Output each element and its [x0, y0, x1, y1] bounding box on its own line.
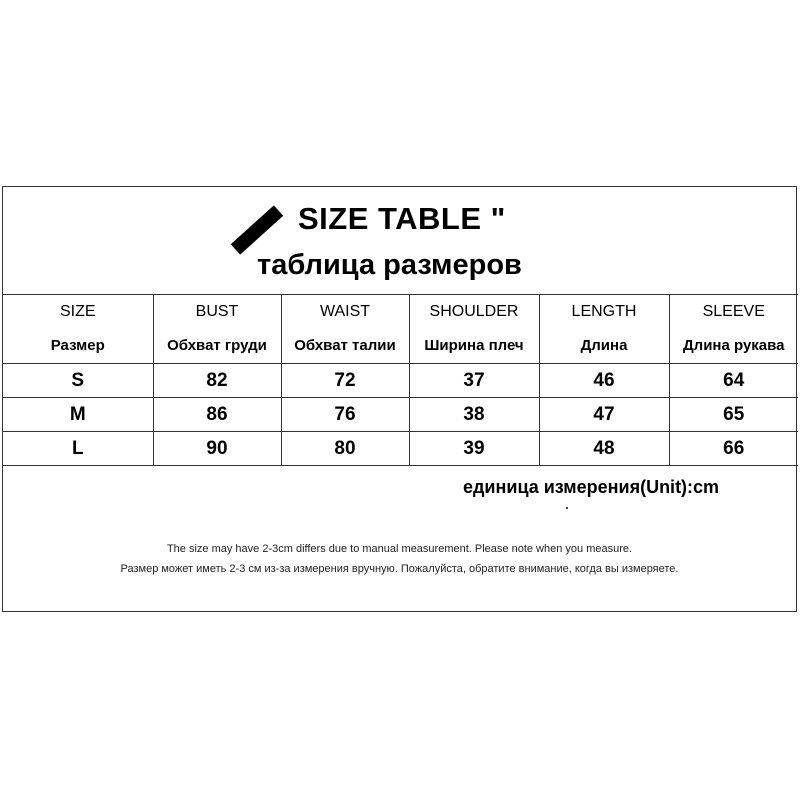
table-row	[3, 432, 798, 466]
table-cell: S	[3, 364, 153, 398]
unit-label: единица измерения(Unit):cm	[463, 477, 720, 497]
size-table-frame	[2, 186, 797, 612]
table-cell: 65	[669, 398, 798, 432]
header-en: SHOULDER	[429, 303, 519, 320]
table-cell: 86	[153, 398, 281, 432]
header-en: SIZE	[59, 303, 96, 320]
title-english: SIZE TABLE "	[298, 201, 506, 236]
header-ru: Длина рукава	[682, 337, 785, 354]
header-en: BUST	[195, 303, 239, 320]
note-english: The size may have 2-3cm differs due to manual measurement. Please note when you measure.	[166, 543, 633, 555]
header-size	[3, 295, 153, 364]
table-cell: 72	[281, 364, 409, 398]
dot-mark	[566, 507, 568, 509]
table-cell: M	[3, 398, 153, 432]
table-cell: 66	[669, 432, 798, 466]
header-en: WAIST	[319, 303, 371, 320]
table-cell: 48	[539, 432, 669, 466]
header-en: LENGTH	[571, 303, 637, 320]
header-ru: Обхват груди	[167, 337, 267, 354]
table-cell: 90	[153, 432, 281, 466]
title-area	[3, 187, 796, 295]
header-ru: Обхват талии	[294, 337, 396, 354]
table-header-row	[3, 295, 798, 364]
table-cell: 46	[539, 364, 669, 398]
table-row	[3, 398, 798, 432]
header-sleeve	[669, 295, 798, 364]
size-table	[3, 294, 798, 466]
table-cell: 38	[409, 398, 539, 432]
table-cell: 76	[281, 398, 409, 432]
slash-icon	[231, 205, 283, 254]
header-bust	[153, 295, 281, 364]
table-cell: 80	[281, 432, 409, 466]
header-shoulder	[409, 295, 539, 364]
title-russian: таблица размеров	[257, 249, 522, 281]
table-cell: 64	[669, 364, 798, 398]
table-cell: 39	[409, 432, 539, 466]
header-ru: Размер	[50, 337, 105, 354]
table-row	[3, 364, 798, 398]
note-russian: Размер может иметь 2-3 см из-за измерения вручную. Пожалуйста, обратите внимание, когда вы измеряете.	[120, 563, 679, 575]
header-ru: Длина	[580, 337, 628, 354]
header-ru: Ширина плеч	[424, 337, 524, 354]
header-en: SLEEVE	[702, 303, 765, 320]
table-cell: 37	[409, 364, 539, 398]
header-length	[539, 295, 669, 364]
table-cell: 47	[539, 398, 669, 432]
table-cell: L	[3, 432, 153, 466]
table-cell: 82	[153, 364, 281, 398]
header-waist	[281, 295, 409, 364]
